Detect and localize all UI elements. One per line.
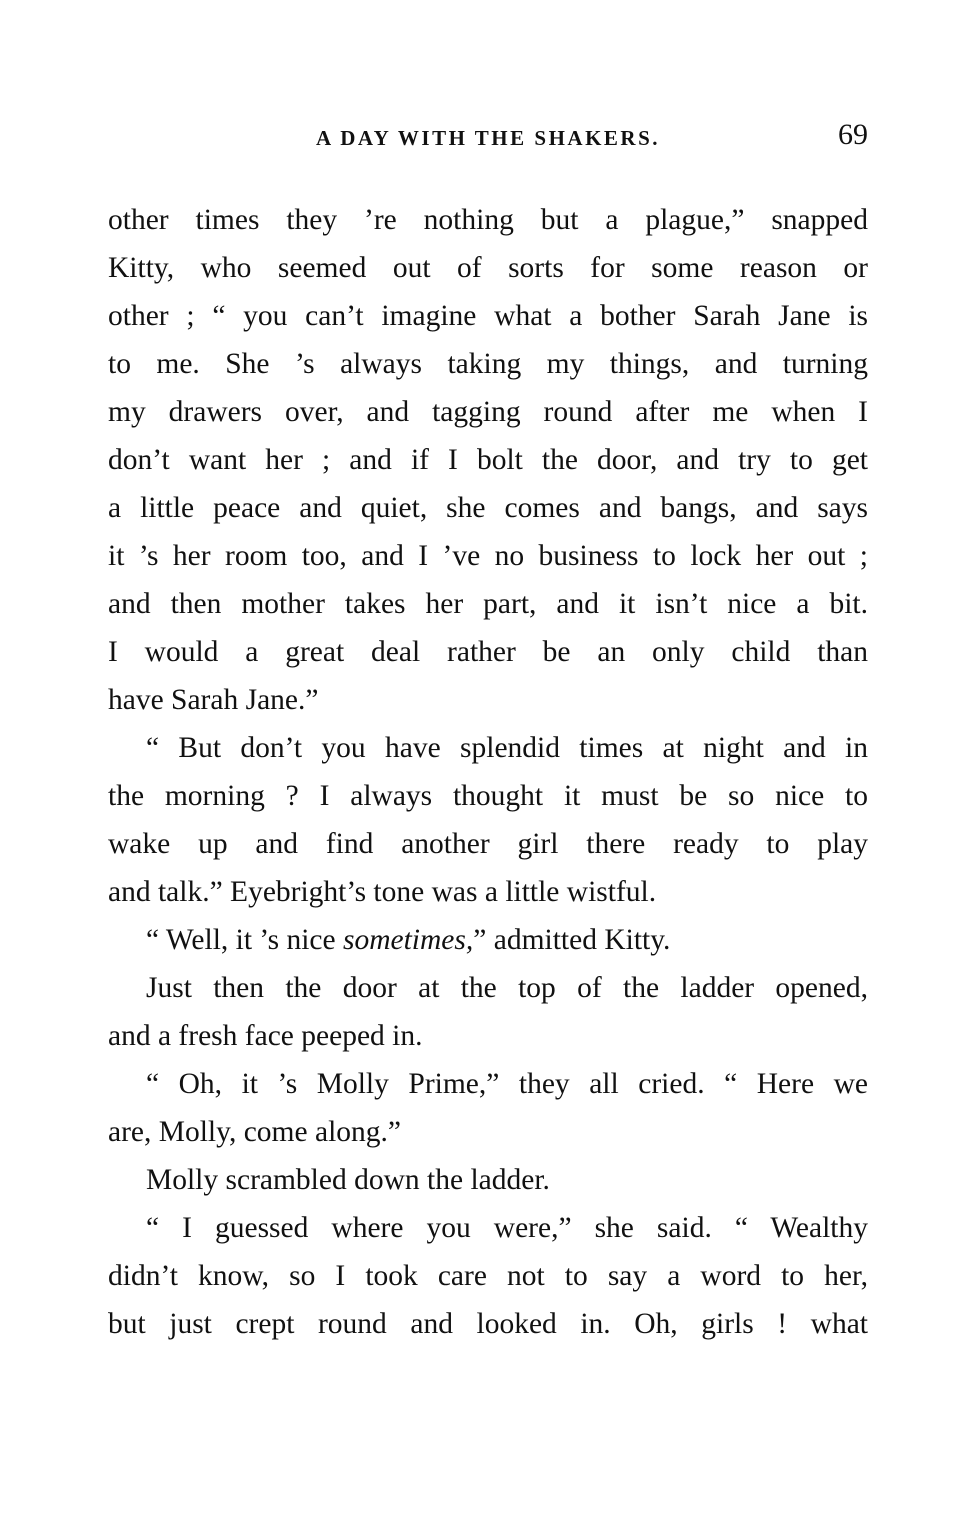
text-line: didn’t know, so I took care not to say a word to her,: [108, 1260, 868, 1292]
text-line: I would a great deal rather be an only child than: [108, 636, 868, 668]
text-line: “ Oh, it ’s Molly Prime,” they all cried. “ Here we: [146, 1068, 868, 1100]
text-line: it ’s her room too, and I ’ve no business to lock her out ;: [108, 540, 868, 572]
text-line: and a fresh face peeped in.: [108, 1020, 423, 1052]
page-number: 69: [838, 118, 868, 151]
text-line: [108, 916, 868, 964]
text-line: other ; “ you can’t imagine what a bother Sarah Jane is: [108, 300, 868, 332]
text-line: Just then the door at the top of the ladder opened,: [146, 972, 868, 1004]
text-run: ” admitted Kitty.: [473, 924, 671, 956]
text-line: have Sarah Jane.”: [108, 684, 319, 716]
text-line: to me. She ’s always taking my things, and turning: [108, 348, 868, 380]
running-head: [108, 118, 868, 158]
text-line: are, Molly, come along.”: [108, 1116, 401, 1148]
text-line: Kitty, who seemed out of sorts for some reason or: [108, 252, 868, 284]
text-line: but just crept round and looked in. Oh, girls ! what: [108, 1308, 868, 1340]
text-line: Molly scrambled down the ladder.: [146, 1164, 550, 1196]
text-run: “ Well, it ’s nice: [146, 924, 343, 956]
running-title: A DAY WITH THE SHAKERS.: [315, 126, 660, 150]
text-line: and talk.” Eyebright’s tone was a little wistful.: [108, 876, 657, 908]
text-line: my drawers over, and tagging round after me when I: [108, 396, 868, 428]
text-line: and then mother takes her part, and it isn’t nice a bit.: [108, 588, 868, 620]
body-text: [108, 196, 868, 1348]
text-line: wake up and find another girl there ready to play: [108, 828, 868, 860]
text-line: a little peace and quiet, she comes and bangs, and says: [108, 492, 868, 524]
text-line: “ I guessed where you were,” she said. “ Wealthy: [146, 1212, 868, 1244]
text-line: other times they ’re nothing but a plague,” snapped: [108, 204, 868, 236]
text-line: don’t want her ; and if I bolt the door, and try to get: [108, 444, 868, 476]
italic-run: sometimes,: [342, 924, 474, 956]
text-line: the morning ? I always thought it must be so nice to: [108, 780, 868, 812]
text-line: “ But don’t you have splendid times at night and in: [146, 732, 868, 764]
